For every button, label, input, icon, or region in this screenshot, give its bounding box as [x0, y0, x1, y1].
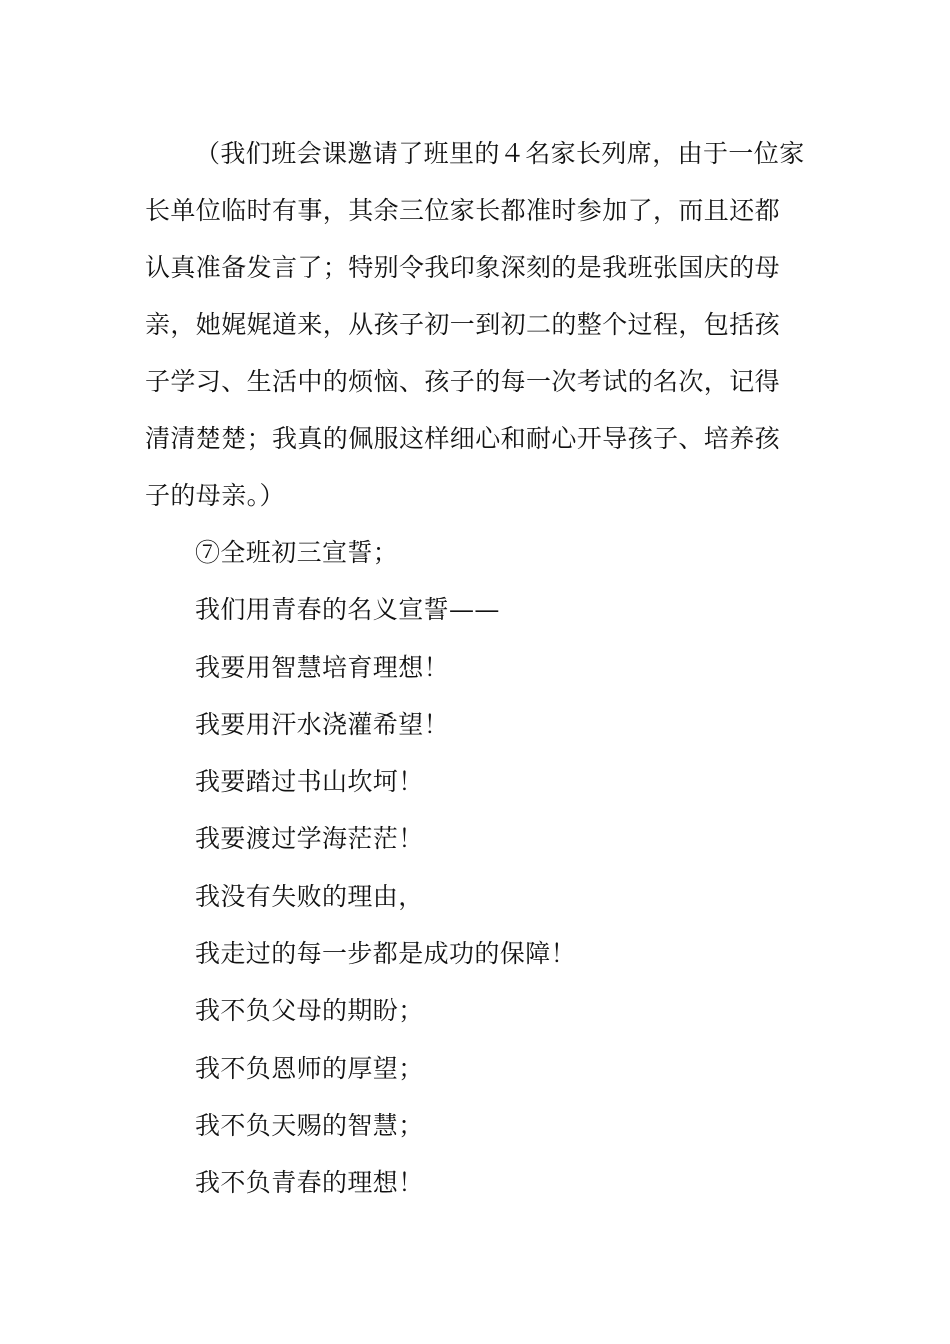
paragraph-line: 子的母亲。） — [145, 481, 285, 510]
oath-line: 我们用青春的名义宣誓—— — [195, 595, 500, 625]
oath-line: 我要用汗水浇灌希望！ — [195, 709, 450, 739]
oath-line: 我不负天赐的智慧； — [195, 1110, 424, 1140]
paragraph-line: 清清楚楚；我真的佩服这样细心和耐心开导孩子、培养孩 — [145, 424, 781, 453]
parent-meeting-paragraph — [145, 132, 815, 531]
paragraph-line: 认真准备发言了；特别令我印象深刻的是我班张国庆的母 — [145, 253, 781, 282]
oath-line: 我不负恩师的厚望； — [195, 1053, 424, 1083]
oath-line: 我没有失败的理由， — [195, 881, 424, 911]
oath-line: 我要渡过学海茫茫！ — [195, 824, 424, 854]
oath-line: 我不负父母的期盼； — [195, 996, 424, 1026]
section-heading: ⑦全班初三宣誓； — [195, 538, 399, 567]
paragraph-line: 子学习、生活中的烦恼、孩子的每一次考试的名次，记得 — [145, 367, 781, 396]
oath-line: 我走过的每一步都是成功的保障！ — [195, 939, 577, 969]
oath-section — [195, 531, 795, 1219]
paragraph-line: 长单位临时有事，其余三位家长都准时参加了，而且还都 — [145, 196, 781, 225]
paragraph-line: 亲，她娓娓道来，从孩子初一到初二的整个过程，包括孩 — [145, 310, 781, 339]
oath-line: 我要用智慧培育理想！ — [195, 652, 450, 682]
oath-line: 我要踏过书山坎坷！ — [195, 767, 424, 797]
paragraph-line: （我们班会课邀请了班里的４名家长列席，由于一位家 — [195, 139, 805, 168]
oath-line: 我不负青春的理想！ — [195, 1168, 424, 1198]
